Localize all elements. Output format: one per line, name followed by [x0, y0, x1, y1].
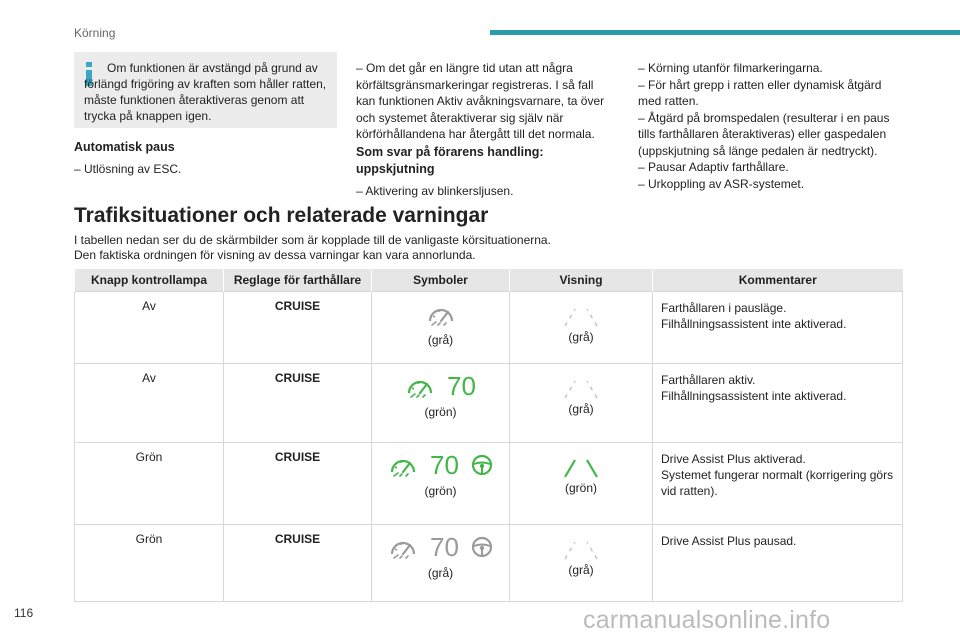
page-number: 116 [14, 606, 34, 620]
symbol-caption: (grön) [424, 405, 457, 419]
lamp-cell: Grön [75, 525, 224, 602]
section-label: Körning [74, 26, 116, 40]
control-cell: CRUISE [224, 525, 372, 602]
list-item: – För hårt grepp i ratten eller dynamisk åtgärd med ratten. [638, 77, 882, 108]
symbol-caption: (grå) [427, 566, 454, 580]
table-row [75, 525, 903, 602]
watermark: carmanualsonline.info [583, 606, 831, 634]
col-header-lamp: Knapp kontrollampa [75, 269, 224, 292]
display-cell [510, 364, 653, 443]
auto-pause-heading: Automatisk paus [74, 140, 175, 154]
table-header-row [75, 269, 903, 292]
list-item: – Pausar Adaptiv farthållare. [638, 160, 789, 174]
info-box [74, 52, 337, 128]
col3-list [638, 60, 900, 192]
symbol-cell [372, 364, 510, 443]
comment-cell: Drive Assist Plus pausad. [653, 525, 903, 602]
warnings-table [74, 269, 903, 602]
lamp-cell: Av [75, 292, 224, 364]
comment-cell: Farthållaren i pausläge. Filhållningsassistent inte aktiverad. [653, 292, 903, 364]
symbol-caption: (grön) [424, 484, 457, 498]
table-row [75, 292, 903, 364]
lane-lines-icon [551, 539, 611, 561]
table-row [75, 364, 903, 443]
list-item: – Körning utanför filmarkeringarna. [638, 61, 823, 75]
driver-action-heading: Som svar på förarens handling: uppskjutning [356, 145, 544, 176]
control-cell: CRUISE [224, 443, 372, 525]
display-cell [510, 292, 653, 364]
cruise-speedometer-icon [405, 373, 435, 399]
speed-setting: 70 [447, 371, 476, 401]
lane-lines-icon [551, 378, 611, 400]
steering-wheel-icon [471, 454, 493, 476]
display-cell [510, 525, 653, 602]
comment-cell: Drive Assist Plus aktiverad. Systemet fungerar normalt (korrigering görs vid ratten). [653, 443, 903, 525]
display-caption: (grå) [568, 563, 594, 577]
speed-setting: 70 [430, 450, 459, 480]
driver-action-item: – Aktivering av blinkersljusen. [356, 184, 514, 198]
table-row [75, 443, 903, 525]
symbol-caption: (grå) [427, 333, 454, 347]
auto-pause-item: – Utlösning av ESC. [74, 162, 182, 176]
comment-cell: Farthållaren aktiv. Filhållningsassistent inte aktiverad. [653, 364, 903, 443]
lane-lines-icon [551, 457, 611, 479]
speed-setting: 70 [430, 532, 459, 562]
symbol-cell [372, 443, 510, 525]
list-item: – Urkoppling av ASR-systemet. [638, 176, 805, 191]
col2-text: – Om det går en längre tid utan att några körfältsgränsmarkeringar registreras. I så fall kan funktionen Aktiv avåkningsvarnare, ta över och systemet återaktiverar sig själv när körförhållandena har återgått till det normala. [356, 61, 605, 141]
symbol-cell [372, 292, 510, 364]
list-item: – Åtgärd på bromspedalen (resulterar i en paus tills farthållaren återaktiveras) eller gaspedalen (uppskjutning så länge pedalen är nedtryckt). [638, 110, 890, 158]
col-header-symbols: Symboler [372, 269, 510, 292]
section-intro [74, 233, 894, 263]
display-caption: (grön) [564, 481, 597, 495]
control-cell: CRUISE [224, 292, 372, 364]
lamp-cell: Av [75, 364, 224, 443]
steering-wheel-icon [471, 536, 493, 558]
intro-line-2: Den faktiska ordningen för visning av dessa varningar kan vara annorlunda. [74, 248, 476, 262]
col-header-display: Visning [510, 269, 653, 292]
intro-line-1: I tabellen nedan ser du de skärmbilder som är kopplade till de vanligaste körsituationerna. [74, 233, 551, 247]
lane-lines-icon [551, 306, 611, 328]
cruise-speedometer-icon [388, 534, 418, 560]
col-header-comments: Kommentarer [653, 269, 903, 292]
cruise-speedometer-icon [426, 301, 456, 327]
display-caption: (grå) [568, 402, 594, 416]
control-cell: CRUISE [224, 364, 372, 443]
lamp-cell: Grön [75, 443, 224, 525]
display-caption: (grå) [568, 330, 594, 344]
info-box-text: Om funktionen är avstängd på grund av förlängd frigöring av kraften som håller ratten, måste funktionen återaktiveras genom att trycka på knappen igen. [84, 61, 327, 123]
display-cell [510, 443, 653, 525]
symbol-cell [372, 525, 510, 602]
col-header-control: Reglage för farthållare [224, 269, 372, 292]
cruise-speedometer-icon [388, 452, 418, 478]
header-accent-bar [490, 30, 960, 35]
section-title: Trafiksituationer och relaterade varningar [74, 204, 489, 227]
